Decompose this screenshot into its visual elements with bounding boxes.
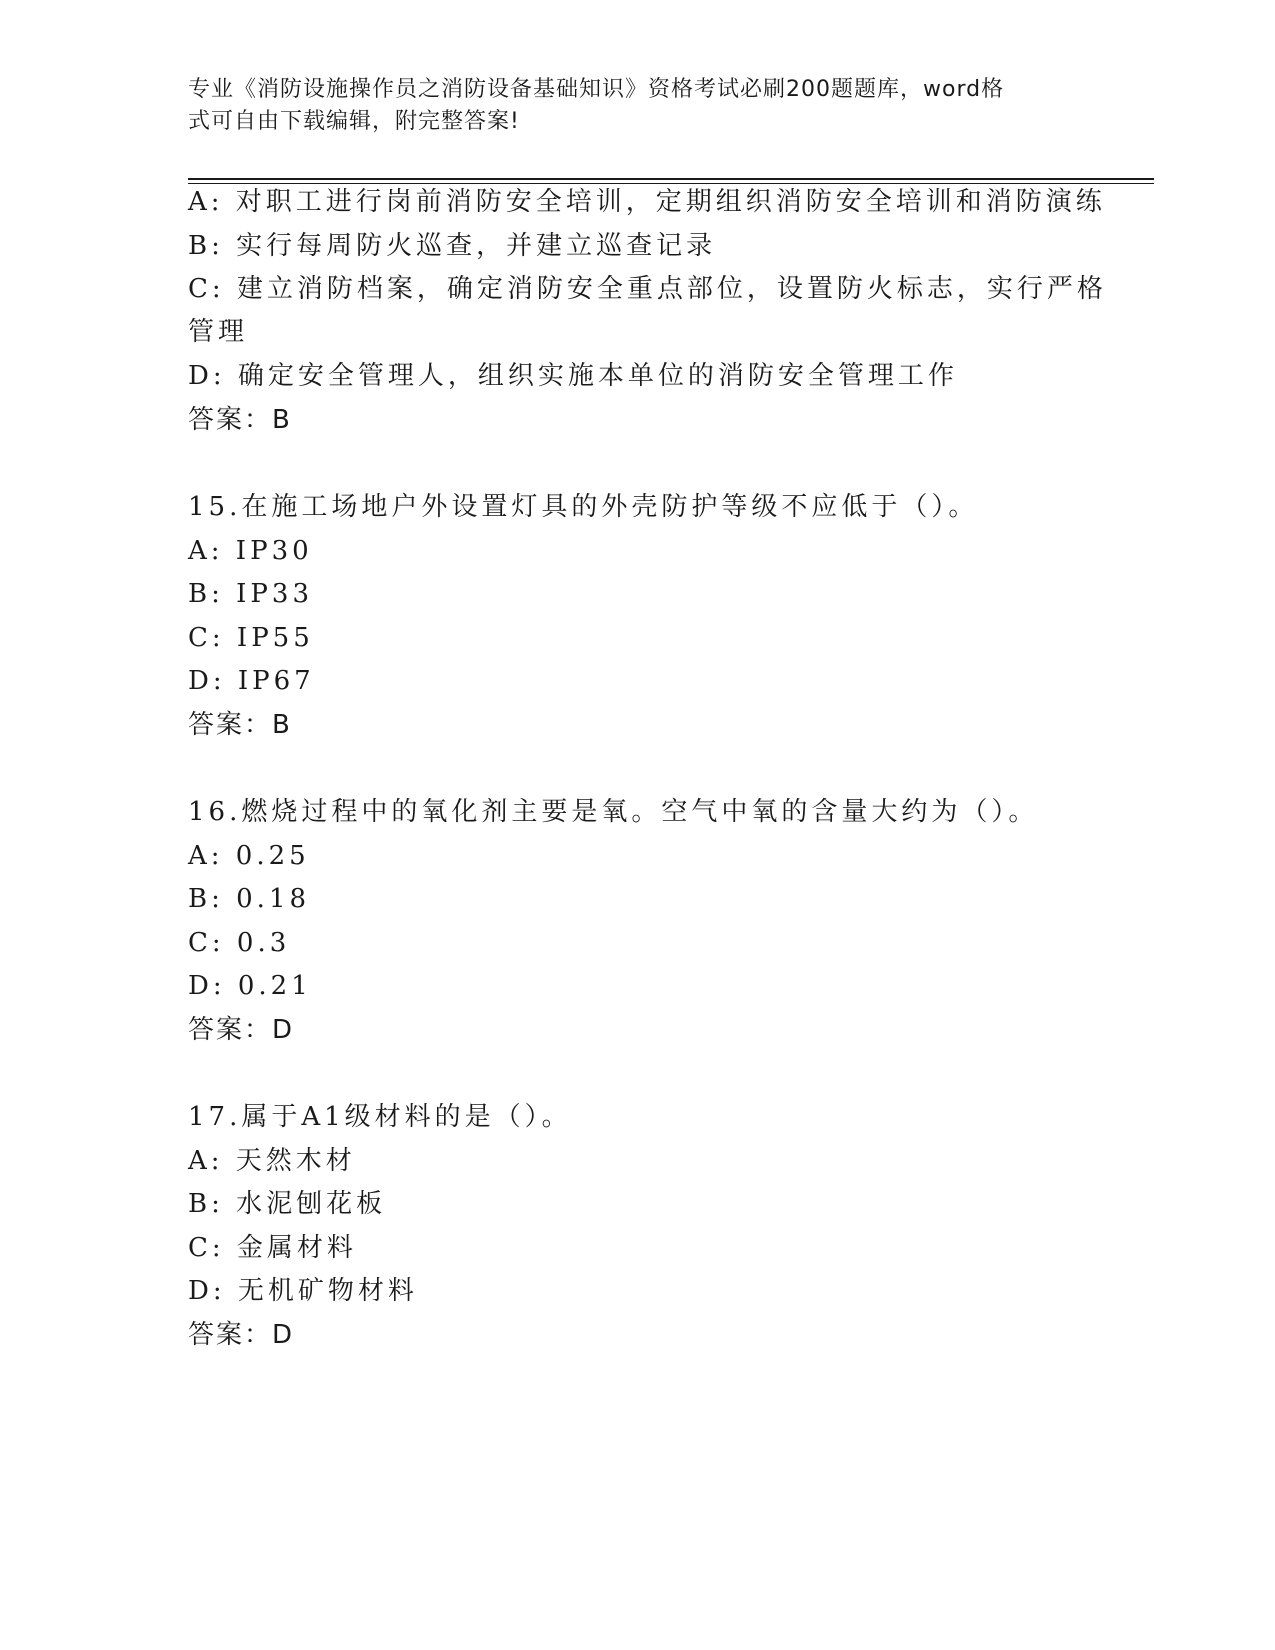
- q17-question: 17.属于A1级材料的是（）。: [188, 1102, 572, 1132]
- q16-option-a: A: 0.25: [188, 841, 310, 871]
- q15-answer: 答案：B: [188, 710, 292, 740]
- q14-option-c-continued: 管理: [188, 317, 249, 347]
- q17-answer: 答案：D: [188, 1320, 295, 1350]
- header-divider-thin: [188, 183, 1154, 184]
- q16-option-b: B: 0.18: [188, 884, 311, 914]
- q17-option-b: B: 水泥刨花板: [188, 1189, 387, 1219]
- q14-answer: 答案：B: [188, 405, 292, 435]
- header-line-1: 专业《消防设施操作员之消防设备基础知识》资格考试必刷200题题库，word格: [188, 77, 1005, 102]
- q16-answer: 答案：D: [188, 1015, 295, 1045]
- q15-option-b: B: IP33: [188, 579, 313, 609]
- q16-option-d: D: 0.21: [188, 971, 312, 1001]
- q17-option-a: A: 天然木材: [188, 1146, 356, 1176]
- q16-question: 16.燃烧过程中的氧化剂主要是氧。空气中氧的含量大约为（）。: [188, 797, 1039, 827]
- header-divider-thick: [188, 178, 1154, 180]
- q15-option-a: A: IP30: [188, 536, 313, 566]
- q14-option-d: D: 确定安全管理人，组织实施本单位的消防安全管理工作: [188, 361, 958, 391]
- q17-option-c: C: 金属材料: [188, 1233, 357, 1263]
- q15-option-d: D: IP67: [188, 666, 315, 696]
- q16-option-c: C: 0.3: [188, 928, 291, 958]
- document-header: [188, 74, 1068, 138]
- q15-question: 15.在施工场地户外设置灯具的外壳防护等级不应低于（）。: [188, 492, 979, 522]
- q15-option-c: C: IP55: [188, 623, 314, 653]
- q17-option-d: D: 无机矿物材料: [188, 1276, 418, 1306]
- q14-option-c: C: 建立消防档案，确定消防安全重点部位，设置防火标志，实行严格: [188, 274, 1107, 304]
- q14-option-a: A: 对职工进行岗前消防安全培训，定期组织消防安全培训和消防演练: [188, 187, 1106, 217]
- header-line-2: 式可自由下载编辑，附完整答案!: [188, 109, 520, 134]
- q14-option-b: B: 实行每周防火巡查，并建立巡查记录: [188, 231, 717, 261]
